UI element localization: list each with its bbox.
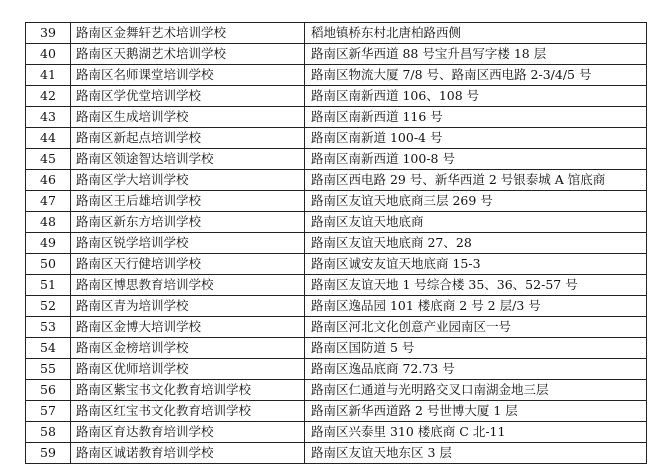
school-name: 路南区锐学培训学校 [71,233,305,254]
school-address: 路南区物流大厦 7/8 号、路南区西电路 2-3/4/5 号 [305,65,647,86]
school-name: 路南区青为培训学校 [71,296,305,317]
school-address: 路南区逸品底商 72.73 号 [305,359,647,380]
row-number: 42 [26,86,71,107]
school-name: 路南区博思教育培训学校 [71,275,305,296]
school-address: 路南区友谊天地底商三层 269 号 [305,191,647,212]
table-row [26,212,647,233]
row-number: 51 [26,275,71,296]
school-address: 路南区南新西道 106、108 号 [305,86,647,107]
school-name: 路南区育达教育培训学校 [71,422,305,443]
row-number: 48 [26,212,71,233]
school-name: 路南区紫宝书文化教育培训学校 [71,380,305,401]
row-number: 45 [26,149,71,170]
table-row [26,401,647,422]
table-row [26,86,647,107]
row-number: 46 [26,170,71,191]
school-name: 路南区名师课堂培训学校 [71,65,305,86]
school-name: 路南区优师培训学校 [71,359,305,380]
row-number: 49 [26,233,71,254]
school-name: 路南区领途智达培训学校 [71,149,305,170]
row-number: 39 [26,23,71,44]
school-name: 路南区学大培训学校 [71,170,305,191]
school-address: 路南区友谊天地 1 号综合楼 35、36、52-57 号 [305,275,647,296]
table-row [26,128,647,149]
school-name: 路南区新东方培训学校 [71,212,305,233]
row-number: 47 [26,191,71,212]
table-row [26,422,647,443]
school-address: 路南区南新道 100-4 号 [305,128,647,149]
school-address: 路南区兴泰里 310 楼底商 C 北-11 [305,422,647,443]
table-row [26,443,647,464]
school-name: 路南区学优堂培训学校 [71,86,305,107]
school-name: 路南区新起点培训学校 [71,128,305,149]
table-row [26,338,647,359]
table-row [26,317,647,338]
school-list-table [25,22,647,464]
row-number: 54 [26,338,71,359]
table-row [26,233,647,254]
school-name: 路南区生成培训学校 [71,107,305,128]
school-address: 路南区河北文化创意产业园南区一号 [305,317,647,338]
school-address: 路南区南新西道 100-8 号 [305,149,647,170]
row-number: 56 [26,380,71,401]
table-row [26,359,647,380]
row-number: 52 [26,296,71,317]
school-name: 路南区金舞轩艺术培训学校 [71,23,305,44]
table-row [26,23,647,44]
row-number: 41 [26,65,71,86]
school-address: 路南区新华西道路 2 号世博大厦 1 层 [305,401,647,422]
school-name: 路南区天行健培训学校 [71,254,305,275]
row-number: 44 [26,128,71,149]
school-address: 路南区逸品园 101 楼底商 2 号 2 层/3 号 [305,296,647,317]
school-address: 路南区国防道 5 号 [305,338,647,359]
school-name: 路南区诚诺教育培训学校 [71,443,305,464]
row-number: 59 [26,443,71,464]
school-address: 稻地镇桥东村北唐柏路西侧 [305,23,647,44]
table-row [26,65,647,86]
school-address: 路南区友谊天地底商 27、28 [305,233,647,254]
school-name: 路南区金博大培训学校 [71,317,305,338]
school-address: 路南区友谊天地底商 [305,212,647,233]
school-address: 路南区友谊天地东区 3 层 [305,443,647,464]
table-row [26,254,647,275]
row-number: 55 [26,359,71,380]
school-address: 路南区新华西道 88 号宝升昌写字楼 18 层 [305,44,647,65]
row-number: 50 [26,254,71,275]
school-address: 路南区南新西道 116 号 [305,107,647,128]
table-body [26,23,647,464]
table-row [26,149,647,170]
table-row [26,170,647,191]
table-row [26,107,647,128]
table-row [26,380,647,401]
row-number: 53 [26,317,71,338]
school-name: 路南区天鹅湖艺术培训学校 [71,44,305,65]
row-number: 40 [26,44,71,65]
table-row [26,191,647,212]
table-row [26,44,647,65]
table-row [26,275,647,296]
table-row [26,296,647,317]
row-number: 43 [26,107,71,128]
school-address: 路南区仁通道与光明路交叉口南湖金地三层 [305,380,647,401]
school-name: 路南区王后雄培训学校 [71,191,305,212]
row-number: 57 [26,401,71,422]
row-number: 58 [26,422,71,443]
school-name: 路南区红宝书文化教育培训学校 [71,401,305,422]
school-address: 路南区诚安友谊天地底商 15-3 [305,254,647,275]
school-address: 路南区西电路 29 号、新华西道 2 号银泰城 A 馆底商 [305,170,647,191]
school-name: 路南区金榜培训学校 [71,338,305,359]
